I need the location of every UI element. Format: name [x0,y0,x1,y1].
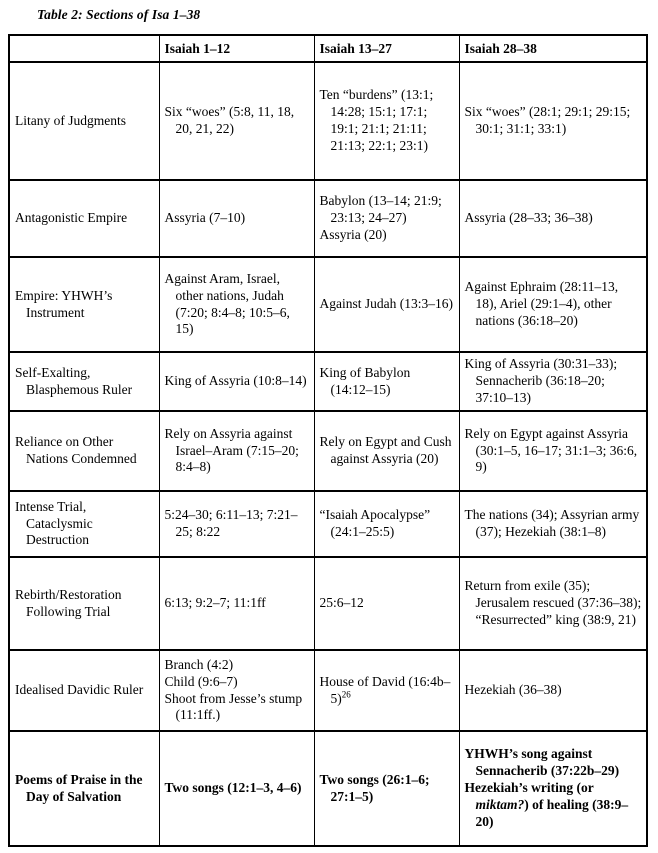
table-caption: Table 2: Sections of Isa 1–38 [37,7,201,22]
row-label: Reliance on Other Nations Condemned [15,434,137,466]
data-cell: Six “woes” (5:8, 11, 18, 20, 21, 22) [159,62,314,180]
italic-term: miktam? [475,796,525,812]
table-row-empire-yhwhs-instrument [9,257,647,352]
table-row-intense-trial [9,491,647,557]
data-cell: King of Babylon (14:12–15) [314,352,459,411]
data-cell: Against Aram, Israel, other nations, Judah (7:20; 8:4–8; 10:5–6, 15) [159,257,314,352]
row-label: Rebirth/Restoration Following Trial [15,586,122,619]
row-label: Empire: YHWH’s Instrument [15,287,113,320]
data-cell: 25:6–12 [314,557,459,650]
footnote-reference: 26 [341,689,351,699]
row-label: Intense Trial, Cataclysmic Destruction [15,498,93,548]
data-cell: Assyria (28–33; 36–38) [459,180,647,257]
data-cell: Rely on Egypt and Cush against Assyria (20) [314,411,459,491]
row-label: Self-Exalting, Blasphemous Ruler [15,364,133,397]
data-cell: “Isaiah Apocalypse” (24:1–25:5) [314,491,459,557]
data-cell: King of Assyria (10:8–14) [159,352,314,411]
row-label: Antagonistic Empire [15,210,128,226]
column-header-isaiah-28-38: Isaiah 28–38 [459,35,647,62]
data-cell: Two songs (26:1–6; 27:1–5) [314,731,459,846]
data-cell: Against Ephraim (28:11–13, 18), Ariel (29:1–4), other nations (36:18–20) [459,257,647,352]
column-header-blank [9,35,159,62]
column-header-isaiah-13-27: Isaiah 13–27 [314,35,459,62]
data-cell: Six “woes” (28:1; 29:1; 29:15; 30:1; 31:1; 33:1) [459,62,647,180]
data-cell: Assyria (7–10) [159,180,314,257]
data-cell: Rely on Egypt against Assyria (30:1–5, 16–17; 31:1–3; 36:6, 9) [459,411,647,491]
isaiah-sections-table [8,34,648,847]
table-row-poems-of-praise [9,731,647,846]
row-label-cell [9,731,159,846]
row-label-cell [9,411,159,491]
row-label: Litany of Judgments [15,112,126,128]
data-cell: Babylon (13–14; 21:9; 23:13; 24–27) Assyria (20) [314,180,459,257]
row-label-cell [9,257,159,352]
data-cell: Branch (4:2) Child (9:6–7) Shoot from Jesse’s stump (11:1ff.) [159,650,314,731]
row-label: Idealised Davidic Ruler [15,682,144,698]
data-cell: The nations (34); Assyrian army (37); Hezekiah (38:1–8) [459,491,647,557]
data-cell: House of David (16:4b–5)$^{26}$ [314,650,459,731]
data-cell: 5:24–30; 6:11–13; 7:21–25; 8:22 [159,491,314,557]
row-label-cell [9,62,159,180]
table-row-rebirth-restoration [9,557,647,650]
data-cell: Two songs (12:1–3, 4–6) [159,731,314,846]
table-row-litany-of-judgments [9,62,647,180]
data-cell: King of Assyria (30:31–33); Sennacherib (36:18–20; 37:10–13) [459,352,647,411]
column-header-isaiah-1-12: Isaiah 1–12 [159,35,314,62]
header-row [9,35,647,62]
table-row-idealised-davidic-ruler [9,650,647,731]
table-row-reliance-on-other-nations [9,411,647,491]
row-label-cell [9,352,159,411]
data-cell: Rely on Assyria against Israel–Aram (7:15–20; 8:4–8) [159,411,314,491]
row-label-cell [9,650,159,731]
data-cell: Return from exile (35); Jerusalem rescued (37:36–38); “Resurrected” king (38:9, 21) [459,557,647,650]
table-row-antagonistic-empire [9,180,647,257]
data-cell: YHWH’s song against Sennacherib (37:22b–29) Hezekiah’s writing (or miktam?) of healing (38:9–20) [459,731,647,846]
row-label-cell [9,557,159,650]
data-cell: Ten “burdens” (13:1; 14:28; 15:1; 17:1; 19:1; 21:1; 21:11; 21:13; 22:1; 23:1) [314,62,459,180]
table-row-self-exalting-blasphemous-ruler [9,352,647,411]
row-label-cell [9,491,159,557]
data-cell: Hezekiah (36–38) [459,650,647,731]
data-cell: 6:13; 9:2–7; 11:1ff [159,557,314,650]
row-label-cell [9,180,159,257]
row-label: Poems of Praise in the Day of Salvation [15,771,143,804]
data-cell: Against Judah (13:3–16) [314,257,459,352]
